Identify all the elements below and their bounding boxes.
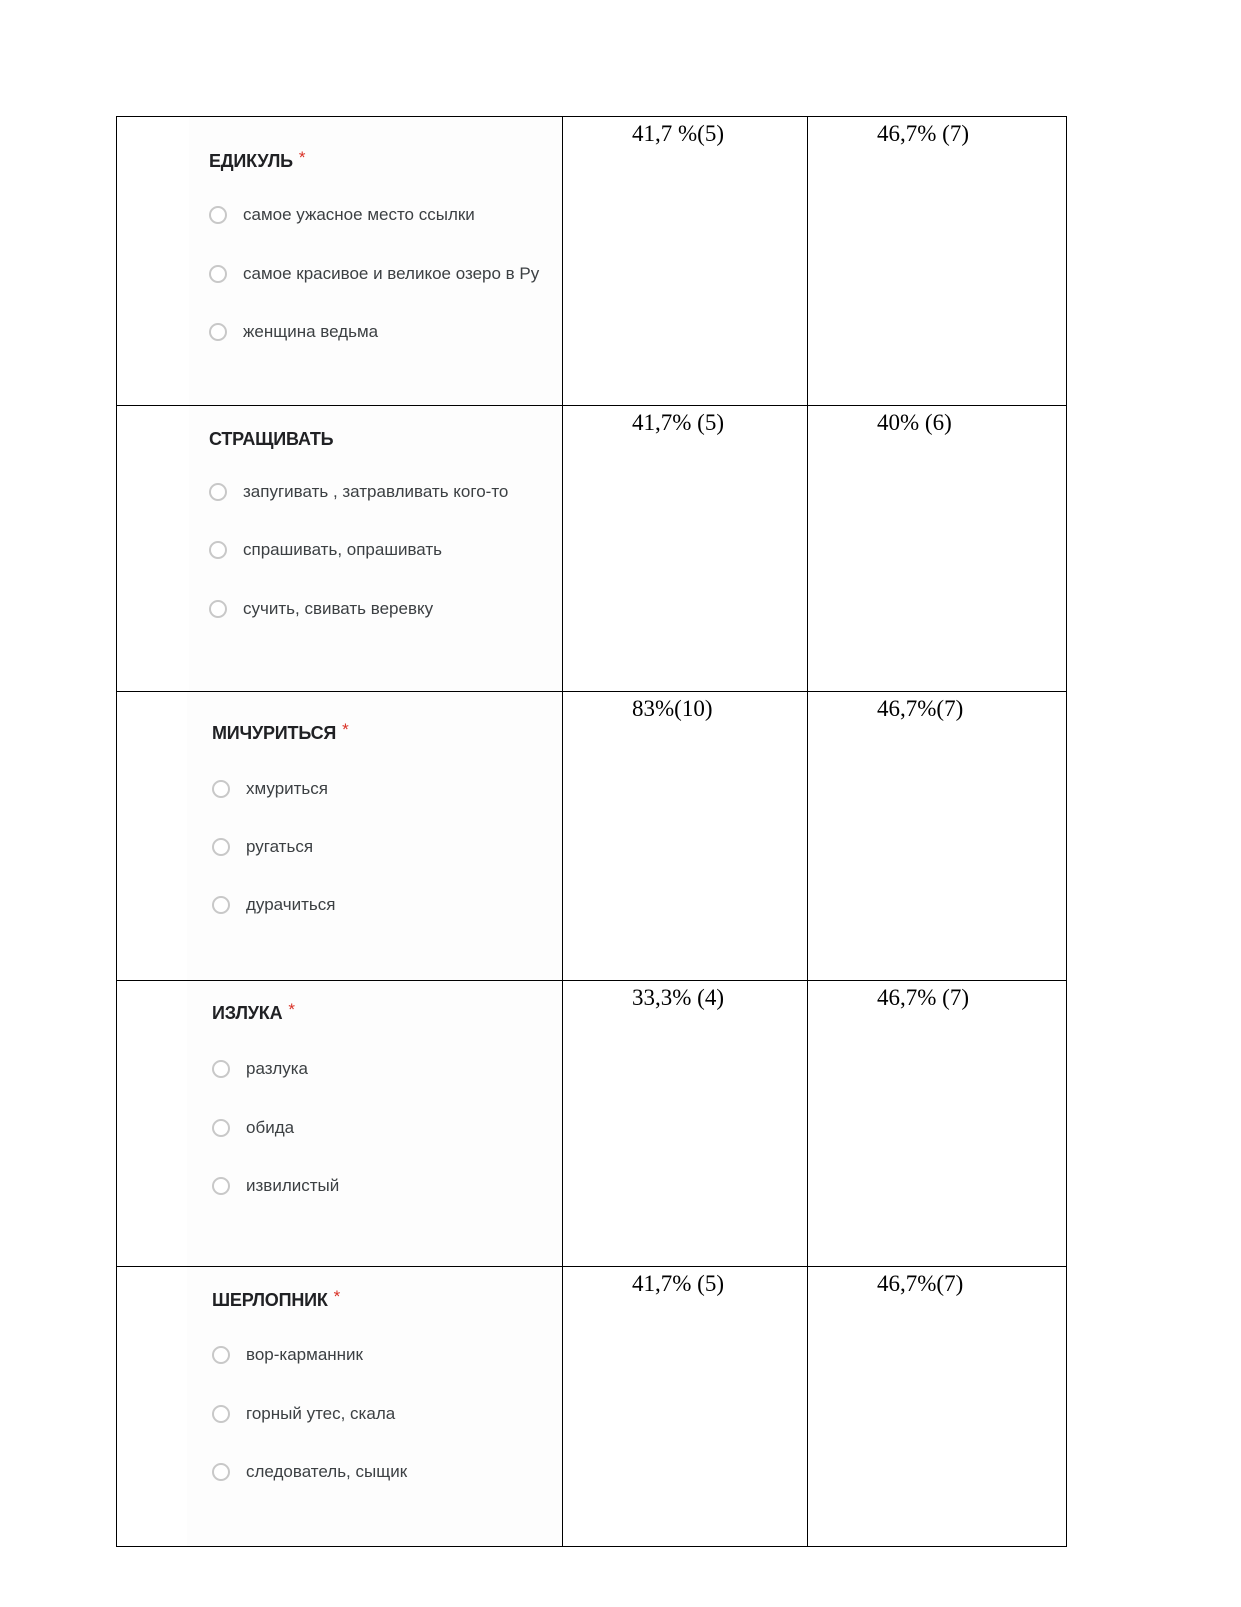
option-row[interactable] (212, 1459, 407, 1485)
form-question-screenshot (187, 1267, 562, 1546)
form-question-screenshot (187, 981, 562, 1266)
option-label: обида (246, 1118, 295, 1137)
option-row[interactable] (209, 479, 508, 505)
question-title: ИЗЛУКА * (212, 1000, 295, 1023)
result-cell-col3 (808, 406, 1067, 692)
option-row[interactable] (209, 202, 475, 228)
option-row[interactable] (212, 1342, 363, 1368)
option-row[interactable] (209, 596, 433, 622)
percent-value: 40% (6) (877, 410, 952, 435)
option-row[interactable] (209, 261, 539, 287)
form-question-screenshot (189, 117, 562, 405)
percent-value: 33,3% (4) (632, 985, 724, 1010)
option-label: запугивать , затравливать кого-то (243, 482, 509, 501)
form-question-screenshot (187, 692, 562, 980)
option-label: хмуриться (246, 779, 328, 798)
result-cell-col2 (563, 117, 808, 406)
table-row (117, 1267, 1067, 1547)
result-cell-col2 (563, 981, 808, 1267)
radio-icon[interactable] (212, 1346, 230, 1364)
required-asterisk: * (333, 1287, 341, 1306)
radio-icon[interactable] (212, 838, 230, 856)
percent-value: 83%(10) (632, 696, 713, 721)
percent-value: 46,7% (7) (877, 121, 969, 146)
question-cell (117, 406, 563, 692)
table-row (117, 692, 1067, 981)
option-row[interactable] (212, 1115, 294, 1141)
table-row (117, 406, 1067, 692)
result-cell-col2 (563, 1267, 808, 1547)
question-cell (117, 692, 563, 981)
radio-icon[interactable] (212, 1119, 230, 1137)
option-label: горный утес, скала (246, 1404, 396, 1423)
radio-icon[interactable] (209, 600, 227, 618)
result-cell-col3 (808, 692, 1067, 981)
option-label: следователь, сыщик (246, 1462, 408, 1481)
question-cell (117, 981, 563, 1267)
option-label: вор-карманник (246, 1345, 363, 1364)
radio-icon[interactable] (209, 483, 227, 501)
percent-value: 46,7%(7) (877, 696, 964, 721)
table-row (117, 117, 1067, 406)
question-cell (117, 117, 563, 406)
option-row[interactable] (212, 1173, 339, 1199)
question-title: ШЕРЛОПНИК * (212, 1287, 341, 1310)
radio-icon[interactable] (212, 1060, 230, 1078)
option-label: самое ужасное место ссылки (243, 205, 475, 224)
option-row[interactable] (209, 537, 442, 563)
question-title: ЕДИКУЛЬ * (209, 148, 306, 171)
percent-value: 41,7% (5) (632, 410, 724, 435)
radio-icon[interactable] (209, 265, 227, 283)
results-table (116, 116, 1067, 1547)
question-title: СТРАЩИВАТЬ (209, 429, 334, 449)
percent-value: 41,7 %(5) (632, 121, 724, 146)
option-row[interactable] (209, 319, 378, 345)
form-question-screenshot (189, 406, 562, 691)
question-title: МИЧУРИТЬСЯ * (212, 720, 349, 743)
option-row[interactable] (212, 834, 313, 860)
result-cell-col3 (808, 117, 1067, 406)
option-label: сучить, свивать веревку (243, 599, 434, 618)
percent-value: 46,7%(7) (877, 1271, 964, 1296)
option-label: разлука (246, 1059, 309, 1078)
percent-value: 46,7% (7) (877, 985, 969, 1010)
radio-icon[interactable] (209, 323, 227, 341)
option-row[interactable] (212, 1401, 395, 1427)
radio-icon[interactable] (212, 780, 230, 798)
option-label: спрашивать, опрашивать (243, 540, 443, 559)
question-cell (117, 1267, 563, 1547)
radio-icon[interactable] (212, 1463, 230, 1481)
required-asterisk: * (288, 1000, 295, 1019)
option-label: дурачиться (246, 895, 336, 914)
result-cell-col3 (808, 1267, 1067, 1547)
percent-value: 41,7% (5) (632, 1271, 724, 1296)
option-label: женщина ведьма (243, 322, 379, 341)
required-asterisk: * (342, 720, 349, 739)
option-label: самое красивое и великое озеро в Ру (243, 264, 540, 283)
table-row (117, 981, 1067, 1267)
radio-icon[interactable] (209, 541, 227, 559)
required-asterisk: * (298, 148, 306, 167)
radio-icon[interactable] (212, 1405, 230, 1423)
option-row[interactable] (212, 892, 335, 918)
radio-icon[interactable] (212, 1177, 230, 1195)
result-cell-col2 (563, 406, 808, 692)
option-row[interactable] (212, 1056, 308, 1082)
radio-icon[interactable] (212, 896, 230, 914)
radio-icon[interactable] (209, 206, 227, 224)
result-cell-col2 (563, 692, 808, 981)
option-label: ругаться (246, 837, 314, 856)
option-label: извилистый (246, 1176, 340, 1195)
result-cell-col3 (808, 981, 1067, 1267)
option-row[interactable] (212, 776, 328, 802)
